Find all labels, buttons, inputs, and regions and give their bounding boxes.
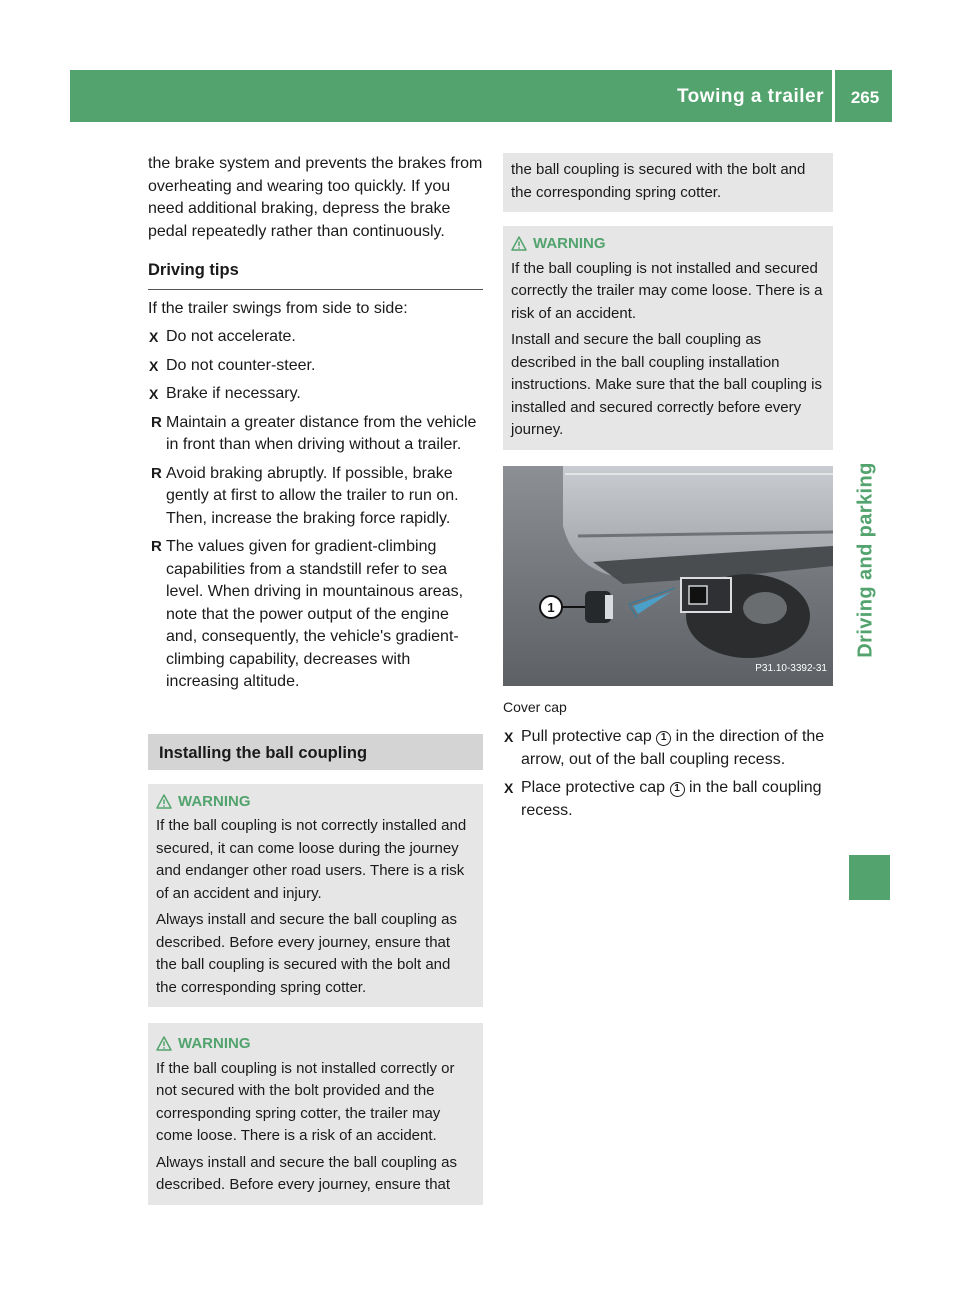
figure-caption: Cover cap [503,698,567,715]
warning-text: Install and secure the ball coupling as described in the ball coupling installation instructions. Make sure that the ball coupling is installed and secured correctly before every journey. [511,331,822,438]
list-item [148,463,483,531]
list-item-text: Maintain a greater distance from the vehicle in front than when driving without a trailer. [166,413,477,453]
step-text-after: in the ball coupling recess. [521,779,822,819]
side-tab [843,460,888,660]
warning-text: If the ball coupling is not installed correctly or not secured with the bolt provided and the corresponding spring cotter, the trailer may come loose. There is a risk of an accident. [156,1059,455,1144]
warning-title-text: WARNING [178,792,251,810]
list-item [503,726,833,771]
driving-tips-intro: If the trailer swings from side to side: [148,299,408,317]
warning-box [503,226,833,450]
header-divider [832,70,835,122]
warning-triangle-icon [156,1036,172,1051]
list-item [148,355,483,378]
list-item-text: Do not accelerate. [166,328,296,345]
list-item-text: Do not counter-steer. [166,356,316,374]
list-item-text: Brake if necessary. [166,385,301,402]
continued-paragraph: the brake system and prevents the brakes from overheating and wearing too quickly. If you need additional braking, depress the brake pedal repeatedly rather than continuously. [148,155,483,240]
list-item-text: The values given for gradient-climbing capabilities from a standstill refer to sea level. When driving in mountainous areas, note that the power output of the engine and, consequently, the vehicle's gradient-climbing capability, decreases with increasing altitude. [166,538,464,690]
bullet-dot-icon: R [151,413,162,431]
driving-tips-heading: Driving tips [148,259,483,290]
page-title: Towing a trailer [676,86,824,107]
warning-triangle-icon [156,794,172,809]
list-item [148,412,483,457]
step-text-after: in the direction of the arrow, out of the ball coupling recess. [521,728,825,768]
vehicle-rear-illustration [503,466,833,686]
warning-triangle-icon [511,236,527,251]
warning-title [156,791,475,814]
arrow-marker-icon: X [149,329,159,345]
side-tab-label: Driving and parking [854,462,876,658]
step-text-before: Place protective cap [521,779,666,796]
list-item [148,383,483,406]
warning-title [156,1033,475,1056]
warning-text: the ball coupling is secured with the bolt and the corresponding spring cotter. [511,161,806,201]
side-tab-marker [849,855,890,900]
installing-section-heading: Installing the ball coupling [148,734,483,770]
figure-id: P31.10-3392-31 [755,663,827,674]
warning-text: Always install and secure the ball coupling as described. Before every journey, ensure that the ball coupling is secured with the bolt and the corresponding spring cotter. [156,911,458,996]
bullet-dot-icon: R [151,464,162,482]
warning-text: Always install and secure the ball coupling as described. Before every journey, ensure that [156,1153,458,1193]
arrow-marker-icon: X [504,729,514,745]
warning-text: If the ball coupling is not correctly installed and secured, it can come loose during the journey and endanger other road users. There is a risk of an accident and injury. [156,817,467,902]
cover-cap-figure [503,466,833,686]
list-item [148,326,483,349]
list-item [503,777,833,822]
warning-box [148,1023,483,1205]
page-number: 265 [850,88,880,107]
warning-title [511,233,825,256]
arrow-marker-icon: X [149,386,159,402]
callout-badge: 1 [656,731,671,746]
bullet-dot-icon: R [151,538,162,555]
warning-title-text: WARNING [533,235,606,252]
figure-callout: 1 [547,599,555,615]
list-item-text: Avoid braking abruptly. If possible, brake gently at first to allow the trailer to run on. Then, increase the braking force rapidly. [166,464,459,527]
warning-title-text: WARNING [178,1035,251,1052]
warning-box [148,784,483,1008]
step-text-before: Pull protective cap [521,728,652,745]
continued-warning-box [503,153,833,212]
callout-badge: 1 [670,782,685,797]
list-item [148,536,483,694]
warning-text: If the ball coupling is not installed and secured correctly the trailer may come loose. There is a risk of an accident. [511,259,823,322]
right-column [503,153,833,822]
arrow-marker-icon: X [504,780,514,796]
left-column [148,153,483,1205]
arrow-marker-icon: X [149,357,159,374]
